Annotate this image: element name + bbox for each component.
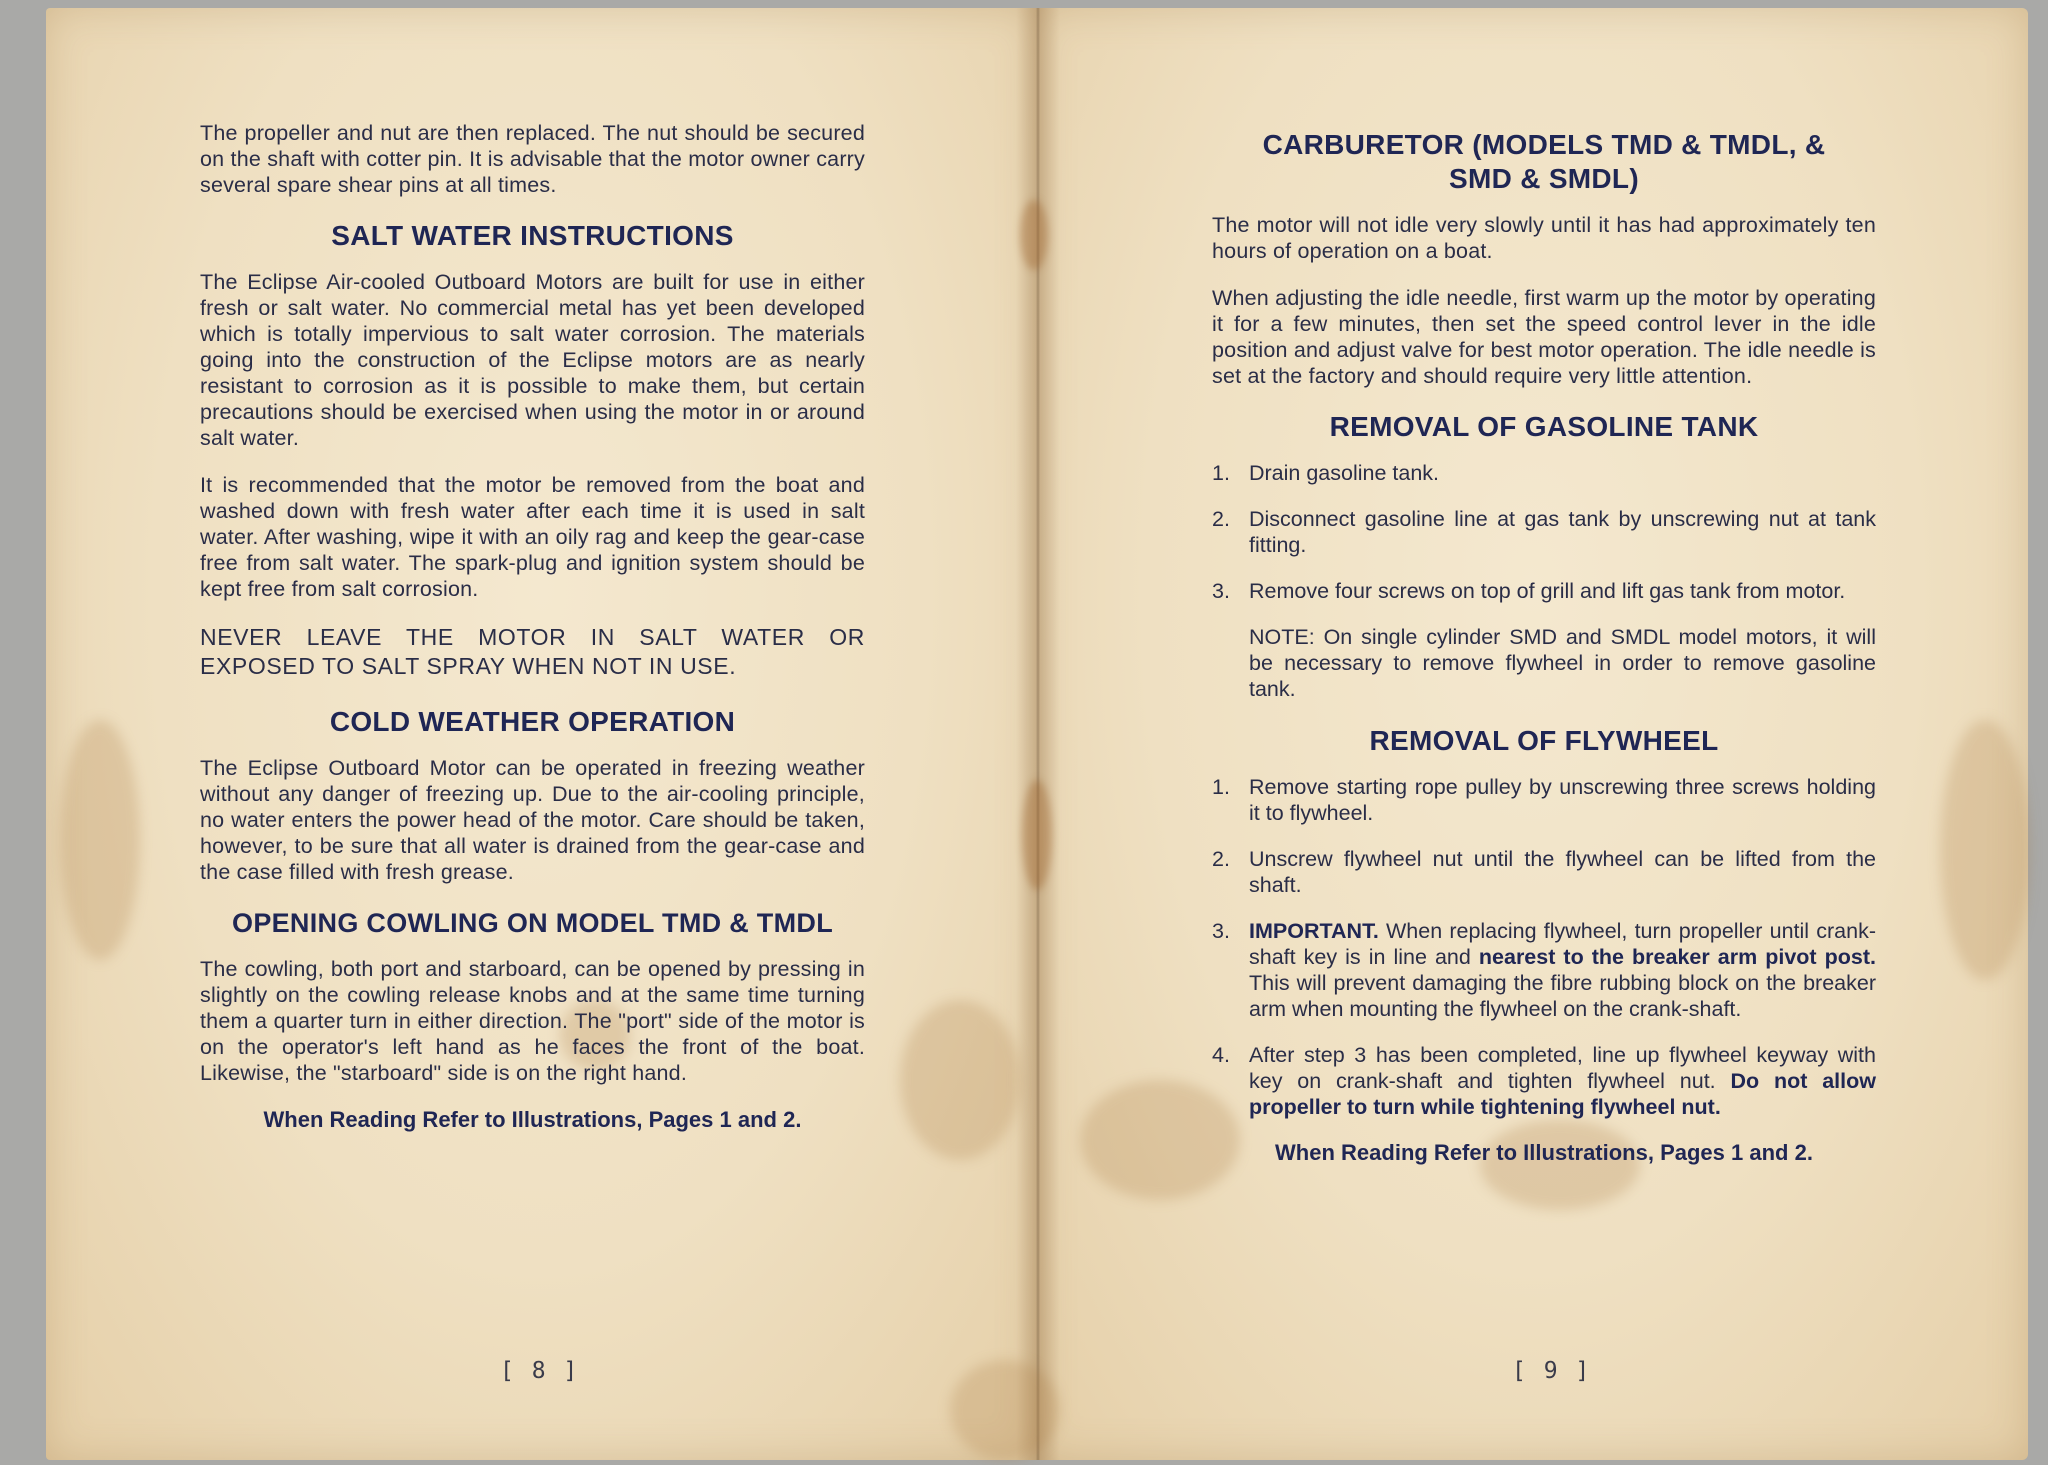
- rust-stain: [1022, 780, 1052, 890]
- salt-water-heading: SALT WATER INSTRUCTIONS: [331, 220, 734, 251]
- important-label: IMPORTANT.: [1249, 919, 1379, 943]
- flywheel-steps: [1212, 774, 1876, 1120]
- carburetor-heading: CARBURETOR (MODELS TMD & TMDL, & SMD & SMDL): [1262, 129, 1826, 194]
- rust-stain: [1020, 200, 1048, 270]
- step-number: 2.: [1212, 507, 1230, 531]
- illustrations-footer: When Reading Refer to Illustrations, Pages 1 and 2.: [1275, 1140, 1813, 1165]
- gas-tank-note: NOTE: On single cylinder SMD and SMDL model motors, it will be necessary to remove flywheel in order to remove gasoline tank.: [1249, 625, 1876, 701]
- salt-water-paragraph-1: The Eclipse Air-cooled Outboard Motors are built for use in either fresh or salt water. No commercial metal has yet been developed which is totally impervious to salt water corrosion. The materials going into the construction of the Eclipse motors are as nearly resistant to corrosion as it is possible to make them, but certain precautions should be exercised when using the motor in or around salt water.: [200, 270, 865, 450]
- page-number: [ 9 ]: [1512, 1358, 1592, 1384]
- carburetor-paragraph-1: The motor will not idle very slowly until it has had approximately ten hours of operation on a boat.: [1212, 213, 1876, 263]
- intro-paragraph: The propeller and nut are then replaced. The nut should be secured on the shaft with cotter pin. It is advisable that the motor owner carry several spare shear pins at all times.: [200, 121, 865, 197]
- gas-tank-steps: [1212, 460, 1876, 604]
- step-text: Drain gasoline tank.: [1249, 461, 1440, 485]
- water-stain: [950, 1360, 1060, 1460]
- step-number: 4.: [1212, 1043, 1230, 1067]
- list-item: [1212, 460, 1876, 486]
- water-stain: [900, 1000, 1020, 1160]
- step-number: 1.: [1212, 775, 1230, 799]
- page-number: [ 8 ]: [500, 1358, 580, 1384]
- list-item: [1212, 918, 1876, 1022]
- salt-water-paragraph-2: It is recommended that the motor be removed from the boat and washed down with fresh water after each time it is used in salt water. After washing, wipe it with an oily rag and keep the gear-case free from salt water. The spark-plug and ignition system should be kept free from salt corrosion.: [200, 473, 865, 601]
- carburetor-paragraph-2: When adjusting the idle needle, first warm up the motor by operating it for a few minutes, then set the speed control lever in the idle position and adjust valve for best motor operation. The idle needle is set at the factory and should require very little attention.: [1212, 286, 1876, 388]
- cowling-heading: OPENING COWLING ON MODEL TMD & TMDL: [232, 908, 833, 938]
- step-number: 2.: [1212, 847, 1230, 871]
- step-number: 3.: [1212, 579, 1230, 603]
- illustrations-footer: When Reading Refer to Illustrations, Pages 1 and 2.: [263, 1107, 802, 1132]
- step-number: 1.: [1212, 461, 1230, 485]
- list-item: [1212, 1042, 1876, 1120]
- step-text: When replacing flywheel, turn propeller until crank-shaft key is in line and: [1249, 919, 1876, 969]
- step-number: 3.: [1212, 919, 1230, 943]
- step-emphasis: Do not allow propeller to turn while tightening flywheel nut.: [1249, 1069, 1876, 1119]
- cowling-paragraph: The cowling, both port and starboard, can be opened by pressing in slightly on the cowling release knobs and at the same time turning them a quarter turn in either direction. The "port" side of the motor is on the operator's left hand as he faces the front of the boat. Likewise, the "starboard" side is on the right hand.: [200, 957, 865, 1085]
- list-item: [1212, 578, 1876, 604]
- step-emphasis: nearest to the breaker arm pivot post.: [1478, 945, 1876, 969]
- list-item: [1212, 846, 1876, 898]
- list-item: [1212, 774, 1876, 826]
- right-column: [1212, 128, 1876, 1166]
- water-stain: [60, 720, 140, 960]
- cold-weather-paragraph: The Eclipse Outboard Motor can be operated in freezing weather without any danger of freezing up. Due to the air-cooling principle, no water enters the power head of the motor. Care should be taken, however, to be sure that all water is drained from the gear-case and the case filled with fresh grease.: [200, 756, 865, 884]
- step-text: After step 3 has been completed, line up flywheel keyway with key on crank-shaft and tighten flywheel nut.: [1249, 1043, 1876, 1093]
- step-text: This will prevent damaging the fibre rubbing block on the breaker arm when mounting the flywheel on the crank-shaft.: [1249, 971, 1876, 1021]
- list-item: [1212, 506, 1876, 558]
- cold-weather-heading: COLD WEATHER OPERATION: [329, 706, 736, 737]
- salt-water-warning: NEVER LEAVE THE MOTOR IN SALT WATER OR EXPOSED TO SALT SPRAY WHEN NOT IN USE.: [200, 624, 865, 679]
- gas-tank-heading: REMOVAL OF GASOLINE TANK: [1329, 411, 1759, 442]
- flywheel-heading: REMOVAL OF FLYWHEEL: [1369, 725, 1719, 756]
- step-text: Remove starting rope pulley by unscrewing three screws holding it to flywheel.: [1249, 775, 1876, 825]
- step-text: Unscrew flywheel nut until the flywheel can be lifted from the shaft.: [1249, 847, 1876, 897]
- water-stain: [1940, 720, 2030, 980]
- step-text: Remove four screws on top of grill and lift gas tank from motor.: [1249, 579, 1846, 603]
- step-text: Disconnect gasoline line at gas tank by unscrewing nut at tank fitting.: [1249, 507, 1876, 557]
- left-column: [200, 120, 865, 1133]
